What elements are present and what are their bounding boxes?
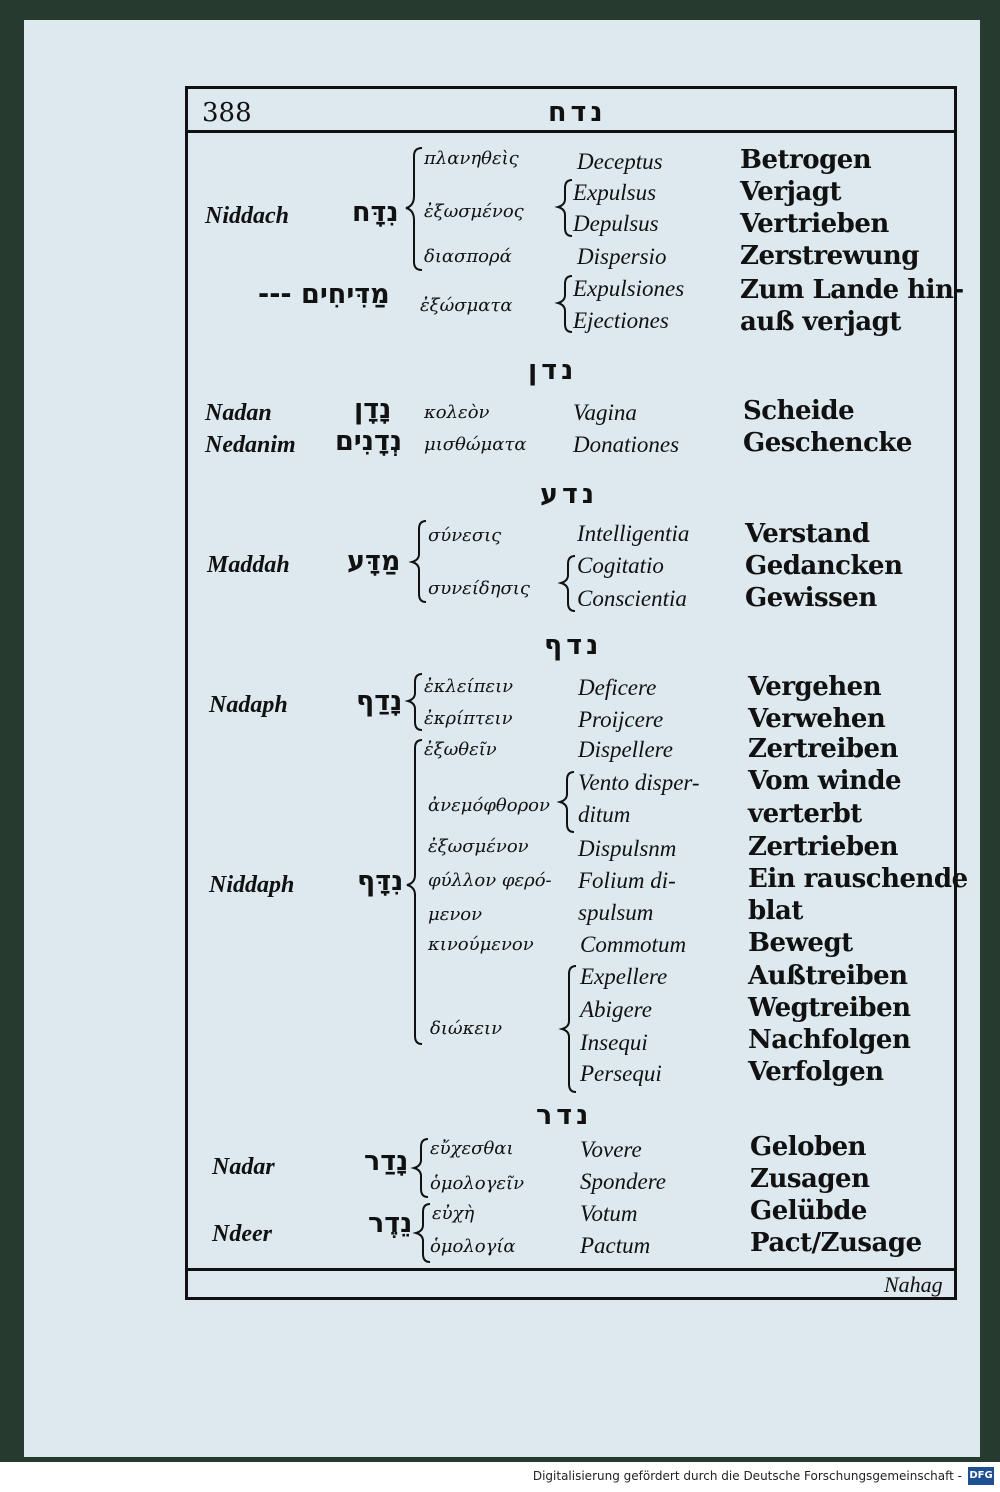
greek-term: ἐξωσμένον — [428, 836, 529, 857]
greek-term: ἐξωσμένος — [424, 201, 524, 222]
greek-term: διασπορά — [424, 246, 512, 267]
latin-term: ditum — [578, 802, 631, 827]
greek-term: ἐκλείπειν — [424, 676, 514, 697]
greek-term: κολεὸν — [424, 402, 490, 423]
section-header-hebrew: נדף — [544, 630, 603, 661]
brace-nadar-greek — [414, 1139, 428, 1197]
german-term: Gedancken — [745, 551, 903, 581]
greek-term: πλανηθεὶς — [424, 148, 519, 169]
brace-nadaph-greek — [408, 674, 422, 730]
greek-term: ὁμολογία — [430, 1236, 516, 1257]
german-term: auß verjagt — [740, 307, 901, 337]
german-term: Geschencke — [743, 428, 912, 458]
latin-term: Abigere — [580, 997, 652, 1022]
brace-niddach-expulsus — [558, 180, 572, 236]
entry-niddach-hebrew: נִדָּח — [352, 197, 399, 228]
latin-term: Votum — [580, 1201, 638, 1226]
entry-nadaph-transliteration: Nadaph — [209, 692, 288, 718]
latin-term: Vagina — [573, 400, 637, 425]
brace-maddah-latin — [561, 556, 575, 611]
entry-nadaph-hebrew: נָדַף — [356, 686, 403, 717]
latin-term: Ejectiones — [573, 308, 669, 333]
entry-nadar-transliteration: Nadar — [212, 1154, 275, 1180]
greek-term: διώκειν — [430, 1018, 503, 1039]
footer-bar — [0, 1462, 1000, 1492]
latin-term: Cogitatio — [577, 553, 664, 578]
running-head-hebrew: נדח — [548, 97, 607, 128]
latin-term: Intelligentia — [577, 521, 690, 546]
latin-term: Folium di- — [578, 868, 676, 893]
german-term: Verwehen — [748, 704, 886, 734]
entry-nadan-hebrew: נָדָן — [354, 394, 392, 425]
entry-nadar-hebrew: נָדַר — [364, 1146, 409, 1177]
latin-term: Expulsiones — [573, 276, 685, 301]
latin-term: Spondere — [580, 1169, 667, 1194]
brace-niddach-expulsiones — [558, 276, 572, 332]
section-header-hebrew: נדע — [540, 479, 599, 510]
greek-term: ἐξωθεῖν — [424, 739, 497, 760]
german-term: Zertreiben — [748, 734, 898, 764]
section-header-hebrew: נדן — [528, 355, 578, 386]
entry-ndeer-hebrew: נֵדֶר — [368, 1208, 413, 1239]
latin-term: Commotum — [580, 932, 687, 957]
entry-maddah-transliteration: Maddah — [207, 552, 290, 578]
greek-term: ὁμολογεῖν — [430, 1173, 525, 1194]
german-term: Zerstrewung — [740, 241, 919, 271]
catchword: Nahag — [884, 1272, 943, 1297]
greek-term: σύνεσις — [428, 525, 502, 546]
greek-term: ἐκρίπτειν — [424, 708, 513, 729]
brace-niddaph-greek — [407, 740, 422, 1044]
german-term: Pact/Zusage — [750, 1228, 922, 1258]
german-term: Zum Lande hin- — [740, 275, 964, 305]
latin-term: Deficere — [578, 675, 657, 700]
german-term: Nachfolgen — [748, 1025, 911, 1055]
entry-niddach-transliteration: Niddach — [205, 203, 289, 229]
entry-niddaph-transliteration: Niddaph — [209, 872, 295, 898]
german-term: Verjagt — [740, 177, 841, 207]
greek-term: ἐξώσματα — [420, 295, 513, 316]
greek-term: φύλλον φερό- — [428, 870, 552, 891]
brace-niddaph-vento — [560, 772, 574, 832]
german-term: Ein rauschende — [748, 864, 968, 894]
latin-term: Dispersio — [577, 244, 667, 269]
latin-term: Pactum — [580, 1233, 651, 1258]
german-term: Zusagen — [750, 1164, 870, 1194]
latin-term: Expulsus — [573, 180, 657, 205]
german-term: Bewegt — [748, 928, 853, 958]
german-term: Gelübde — [750, 1196, 867, 1226]
dfg-logo: DFG — [968, 1467, 994, 1485]
entry-ndeer-transliteration: Ndeer — [212, 1221, 272, 1247]
german-term: Zertrieben — [748, 832, 898, 862]
latin-term: Donationes — [573, 432, 680, 457]
greek-term: εὐχὴ — [432, 1203, 475, 1224]
german-term: blat — [748, 896, 803, 926]
latin-term: Vovere — [580, 1137, 642, 1162]
greek-term: μισθώματα — [424, 434, 527, 455]
latin-term: Dispulsnm — [578, 836, 677, 861]
page-number: 388 — [202, 98, 252, 128]
latin-term: Depulsus — [573, 211, 659, 236]
latin-term: spulsum — [578, 900, 654, 925]
german-term: Vom winde — [748, 766, 902, 796]
latin-term: Vento disper- — [578, 770, 700, 795]
funding-credit: Digitalisierung gefördert durch die Deutsche Forschungsgemeinschaft - — [532, 1469, 962, 1483]
german-term: Betrogen — [740, 145, 872, 175]
entry-nadan-transliteration: Nadan — [205, 400, 272, 426]
german-term: Vertrieben — [740, 209, 889, 239]
greek-term: εὔχεσθαι — [430, 1138, 514, 1159]
german-term: Vergehen — [748, 672, 882, 702]
greek-term: μενον — [428, 904, 483, 925]
latin-term: Proijcere — [578, 707, 664, 732]
german-term: verterbt — [748, 799, 862, 829]
section-header-hebrew: נדר — [536, 1100, 593, 1131]
entry-nedanim-transliteration: Nedanim — [205, 432, 296, 458]
latin-term: Deceptus — [577, 149, 663, 174]
german-term: Verfolgen — [748, 1057, 884, 1087]
brace-ndeer-greek — [416, 1204, 430, 1262]
entry-nedanim-hebrew: נְדָנִים — [335, 426, 403, 457]
german-term: Verstand — [745, 519, 870, 549]
greek-term: κινούμενον — [428, 934, 534, 955]
latin-term: Dispellere — [578, 737, 673, 762]
greek-term: συνείδησις — [428, 578, 530, 599]
german-term: Scheide — [743, 396, 855, 426]
entry-maddah-hebrew: מַדָּע — [347, 546, 401, 577]
german-term: Außtreiben — [748, 961, 908, 991]
entry-niddach-hebrew-extra: מַדִּיחִים --- — [258, 279, 390, 310]
german-term: Gewissen — [745, 583, 877, 613]
latin-term: Persequi — [580, 1061, 662, 1086]
brace-maddah-greek — [412, 521, 426, 602]
german-term: Wegtreiben — [748, 993, 911, 1023]
entry-niddaph-hebrew: נִדָּף — [357, 866, 404, 897]
latin-term: Expellere — [580, 964, 668, 989]
brace-niddach-greek — [406, 148, 422, 270]
brace-niddaph-latin — [562, 966, 576, 1092]
latin-term: Insequi — [580, 1030, 648, 1055]
latin-term: Conscientia — [577, 586, 687, 611]
greek-term: ἀνεμόφθορον — [428, 795, 550, 816]
german-term: Geloben — [750, 1132, 867, 1162]
